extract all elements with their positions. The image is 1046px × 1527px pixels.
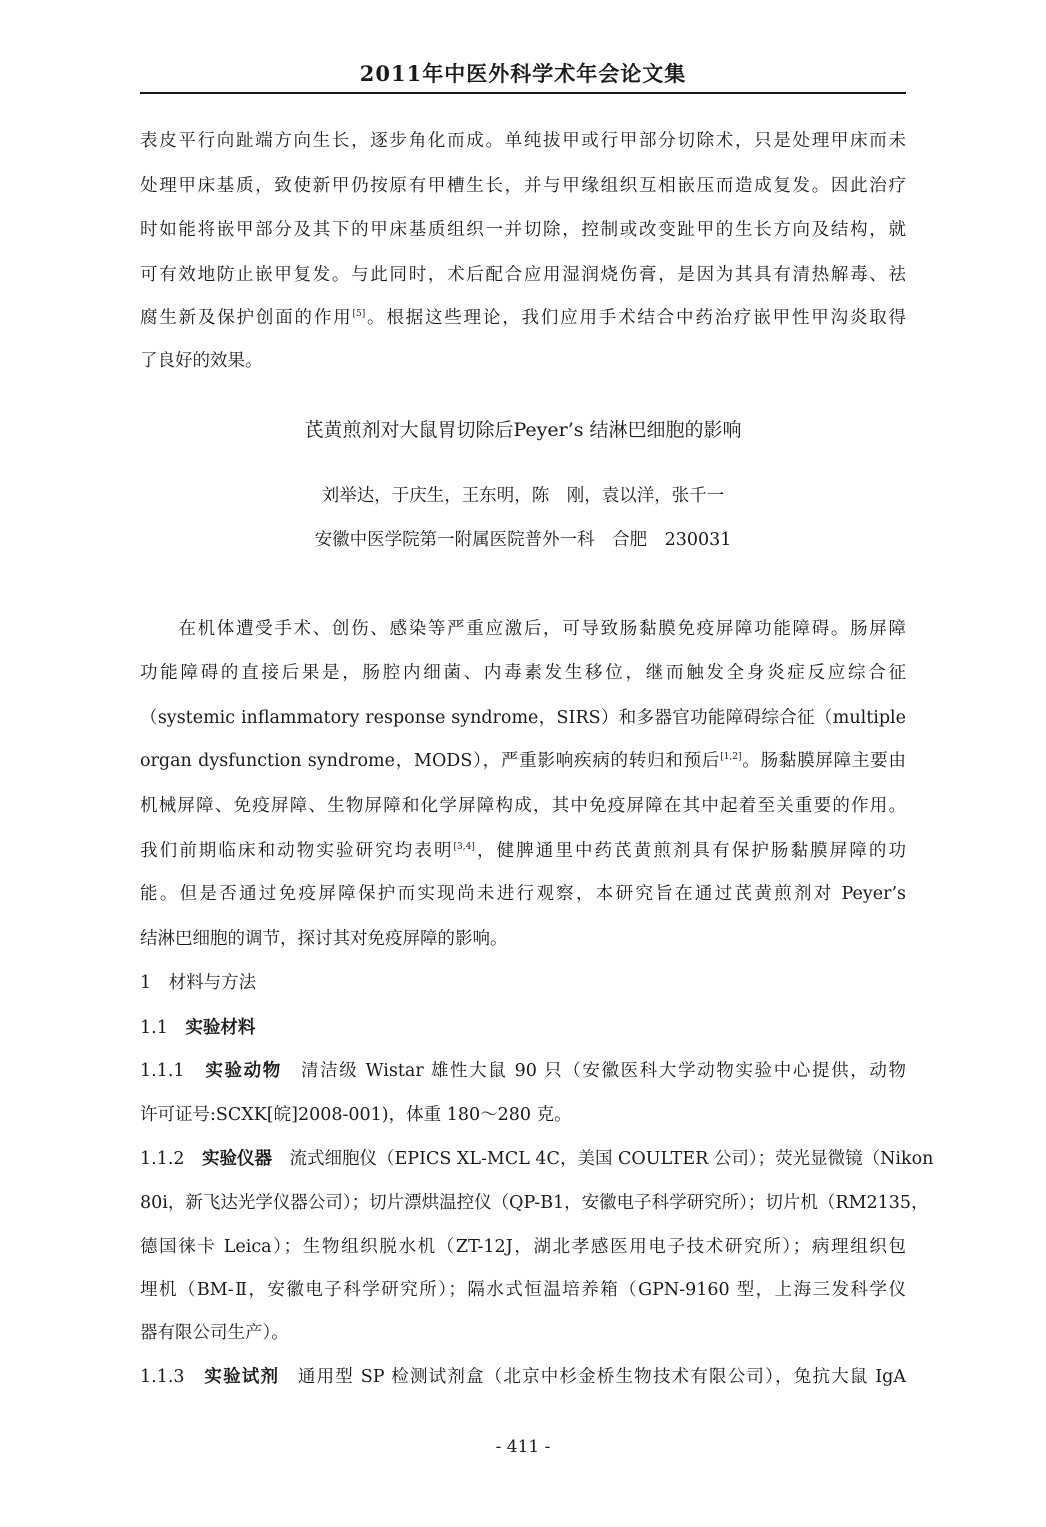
reagents-line-1 [140,1365,906,1389]
body-line-4-text: organ dysfunction syndrome，MODS），严重影响疾病的转归和预后 [140,751,721,771]
reagents-number: 1.1.3 [140,1367,185,1387]
citation-3-4: [3,4] [453,842,475,853]
citation-1-2: [1,2] [720,752,742,763]
intro-line-4: 可有效地防止嵌甲复发。与此同时，术后配合应用湿润烧伤膏，是因为其具有清热解毒、祛 [140,265,906,285]
instruments-line-1 [140,1147,934,1171]
animals-text: 清洁级 Wistar 雄性大鼠 90 只（安徽医科大学动物实验中心提供，动物 [301,1061,907,1081]
animals-title: 实验动物 [205,1061,282,1081]
body-line-4-rest: 。肠黏膜屏障主要由 [741,751,906,771]
body-line-8: 结淋巴细胞的调节，探讨其对免疫屏障的影响。 [140,929,508,949]
instruments-number: 1.1.2 [140,1149,185,1169]
section-1-number: 1 [140,973,152,993]
intro-line-5-text: 腐生新及保护创面的作用 [140,308,353,328]
section-1-1-title: 实验材料 [185,1018,256,1038]
body-line-6 [140,839,906,863]
intro-line-2: 处理甲床基质，致使新甲仍按原有甲槽生长，并与甲缘组织互相嵌压而造成复发。因此治疗 [140,176,906,196]
intro-line-5-rest: 。根据这些理论，我们应用手术结合中药治疗嵌甲性甲沟炎取得 [365,308,907,328]
instruments-line-3: 德国徕卡 Leica）；生物组织脱水机（ZT-12J，湖北孝感医用电子技术研究所）；病理组织包 [140,1237,906,1257]
section-1-1-heading [140,1016,255,1040]
animals-line-2: 许可证号:SCXK[皖]2008-001)，体重 180～280 克。 [140,1105,572,1125]
animals-number: 1.1.1 [140,1061,185,1081]
article-title: 芪黄煎剂对大鼠胃切除后Peyer’s 结淋巴细胞的影响 [304,419,742,441]
section-1-title: 材料与方法 [168,973,257,993]
section-1-heading [140,971,256,995]
article-affiliation: 安徽中医学院第一附属医院普外一科 合肥 230031 [314,530,732,550]
instruments-title: 实验仪器 [202,1149,273,1169]
citation-5: [5] [352,309,366,320]
intro-line-3: 时如能将嵌甲部分及其下的甲床基质组织一并切除，控制或改变趾甲的生长方向及结构，就 [140,220,906,240]
reagents-title: 实验试剂 [204,1367,280,1387]
instruments-line-4: 埋机（BM-Ⅱ，安徽电子科学研究所）；隔水式恒温培养箱（GPN-9160 型，上海三发科学仪 [140,1280,906,1300]
animals-line-1 [140,1059,906,1083]
intro-line-5 [140,306,906,330]
intro-line-1: 表皮平行向趾端方向生长，逐步角化而成。单纯拔甲或行甲部分切除术，只是处理甲床而未 [140,131,906,151]
body-line-5: 机械屏障、免疫屏障、生物屏障和化学屏障构成，其中免疫屏障在其中起着至关重要的作用。 [140,796,906,816]
page-number: - 411 - [495,1437,551,1457]
body-line-3: （systemic inflammatory response syndrome，SIRS）和多器官功能障碍综合征（multiple [140,708,906,728]
section-1-1-number: 1.1 [140,1018,168,1038]
article-authors: 刘举达，于庆生，王东明，陈 刚，袁以洋，张千一 [321,486,725,506]
reagents-text: 通用型 SP 检测试剂盒（北京中杉金桥生物技术有限公司），兔抗大鼠 IgA [297,1367,907,1387]
body-line-1: 在机体遭受手术、创伤、感染等严重应激后，可导致肠黏膜免疫屏障功能障碍。肠屏障 [140,619,906,639]
instruments-line-5: 器有限公司生产）。 [140,1323,289,1343]
instruments-text: 流式细胞仪（EPICS XL-MCL 4C，美国 COULTER 公司）；荧光显微镜（Nikon [289,1149,934,1169]
running-header: 2011年中医外科学术年会论文集 [359,61,687,86]
body-line-6-rest: ，健脾通里中药芪黄煎剂具有保护肠黏膜屏障的功 [474,841,907,861]
body-line-7: 能。但是否通过免疫屏障保护而实现尚未进行观察，本研究旨在通过芪黄煎剂对 Peyer’s [140,884,906,904]
instruments-line-2: 80i，新飞达光学仪器公司）；切片漂烘温控仪（QP-B1，安徽电子科学研究所）；切片机（RM2135， [140,1193,929,1213]
body-line-4 [140,749,906,773]
header-rule [140,92,906,94]
body-line-6-text: 我们前期临床和动物实验研究均表明 [140,841,454,861]
body-line-2: 功能障碍的直接后果是，肠腔内细菌、内毒素发生移位，继而触发全身炎症反应综合征 [140,663,906,683]
intro-line-6: 了良好的效果。 [140,351,263,371]
